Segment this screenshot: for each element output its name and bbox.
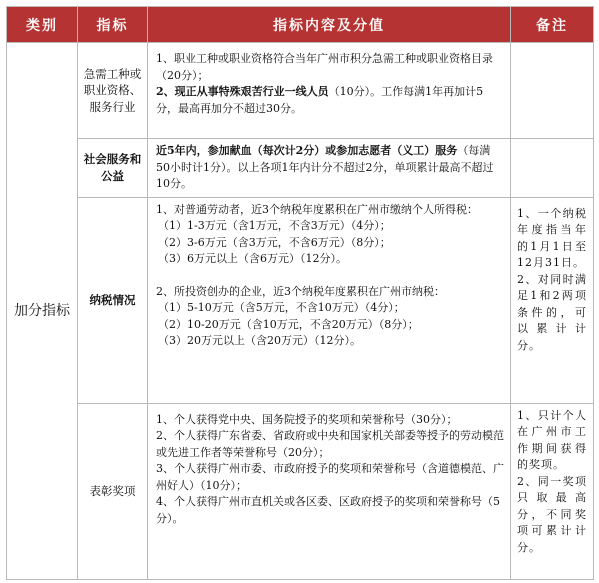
tax-p2-item: （1）5-10万元（含5万元，不含10万元）（4分）； (158, 301, 405, 314)
honor-item: 4、个人获得广州市直机关或各区委、区政府授予的奖项和荣誉称号（5分）。 (156, 495, 500, 525)
header-remark: 备注 (511, 7, 594, 43)
tax-remark-1: 1、一个纳税年度指当年的1月1日至12月31日。 (517, 206, 587, 269)
header-category: 类别 (7, 7, 78, 43)
tax-p2-intro: 2、所投资创办的企业，近3个纳税年度累积在广州市纳税： (156, 284, 445, 298)
row-social (7, 139, 594, 198)
honor-item: 3、个人获得广州市委、市政府授予的奖项和荣誉称号（含道德模范、广州好人）（10分）； (156, 462, 504, 492)
remark-tax (511, 197, 594, 403)
indicator-social: 社会服务和公益 (78, 139, 148, 198)
tax-p1-intro: 1、对普通劳动者，近3个纳税年度累积在广州市缴纳个人所得税： (156, 202, 478, 216)
shortage-line-2-bold: 2、现正从事特殊艰苦行业一线人员 (156, 85, 329, 98)
social-text (156, 143, 504, 193)
content-shortage (148, 43, 511, 139)
points-table (6, 6, 594, 580)
shortage-line-1: 1、职业工种或职业资格符合当年广州市积分急需工种或职业资格目录（20分）； (156, 52, 493, 82)
header-indicator: 指标 (78, 7, 148, 43)
shortage-line-2 (156, 84, 504, 117)
indicator-shortage: 急需工种或职业资格、服务行业 (78, 43, 148, 139)
tax-p1-item: （1）1-3万元（含1万元，不含3万元）（4分）； (158, 219, 391, 232)
header-row (7, 7, 594, 43)
honor-remark-1: 1、只计个人在广州市工作期间获得的奖项。 (517, 408, 587, 471)
row-tax (7, 197, 594, 403)
content-social (148, 139, 511, 198)
content-tax (148, 197, 511, 403)
category-cell: 加分指标 (7, 43, 78, 580)
row-honor (7, 403, 594, 579)
honor-item: 2、个人获得广东省委、省政府或中央和国家机关部委等授予的劳动模范或先进工作者等荣誉称号（20分）； (156, 429, 504, 459)
indicator-tax: 纳税情况 (78, 197, 148, 403)
tax-p2-item: （3）20万元以上（含20万元）（12分）。 (158, 334, 361, 347)
remark-shortage (511, 43, 594, 139)
social-text-bold: 近5年内，参加献血（每次计2分）或参加志愿者（义工）服务 (156, 144, 458, 157)
tax-p1-item: （3）6万元以上（含6万元）（12分）。 (158, 252, 347, 265)
content-honor (148, 403, 511, 579)
remark-honor (511, 403, 594, 579)
indicator-honor: 表彰奖项 (78, 403, 148, 579)
row-shortage (7, 43, 594, 139)
remark-social (511, 139, 594, 198)
tax-p1-item: （2）3-6万元（含3万元，不含6万元）（8分）； (158, 235, 391, 249)
tax-p2-item: （2）10-20万元（含10万元，不含20万元）（8分）； (158, 317, 419, 331)
honor-remark-2: 2、同一奖项只取最高分，不同奖项可累计计分。 (517, 474, 587, 554)
shortage-line-2-rest: （10分）。工作每满1年再加计5分，最高再加分不超过30分。 (156, 85, 484, 115)
social-text-rest: （每满50小时计1分）。以上各项1年内计分不超过2分，单项累计最高不超过10分。 (156, 144, 494, 190)
header-content: 指标内容及分值 (148, 7, 511, 43)
honor-item: 1、个人获得党中央、国务院授予的奖项和荣誉称号（30分）； (156, 412, 458, 426)
tax-remark-2: 2、对同时满足1和2两项条件的，可以累计计分。 (517, 272, 587, 352)
